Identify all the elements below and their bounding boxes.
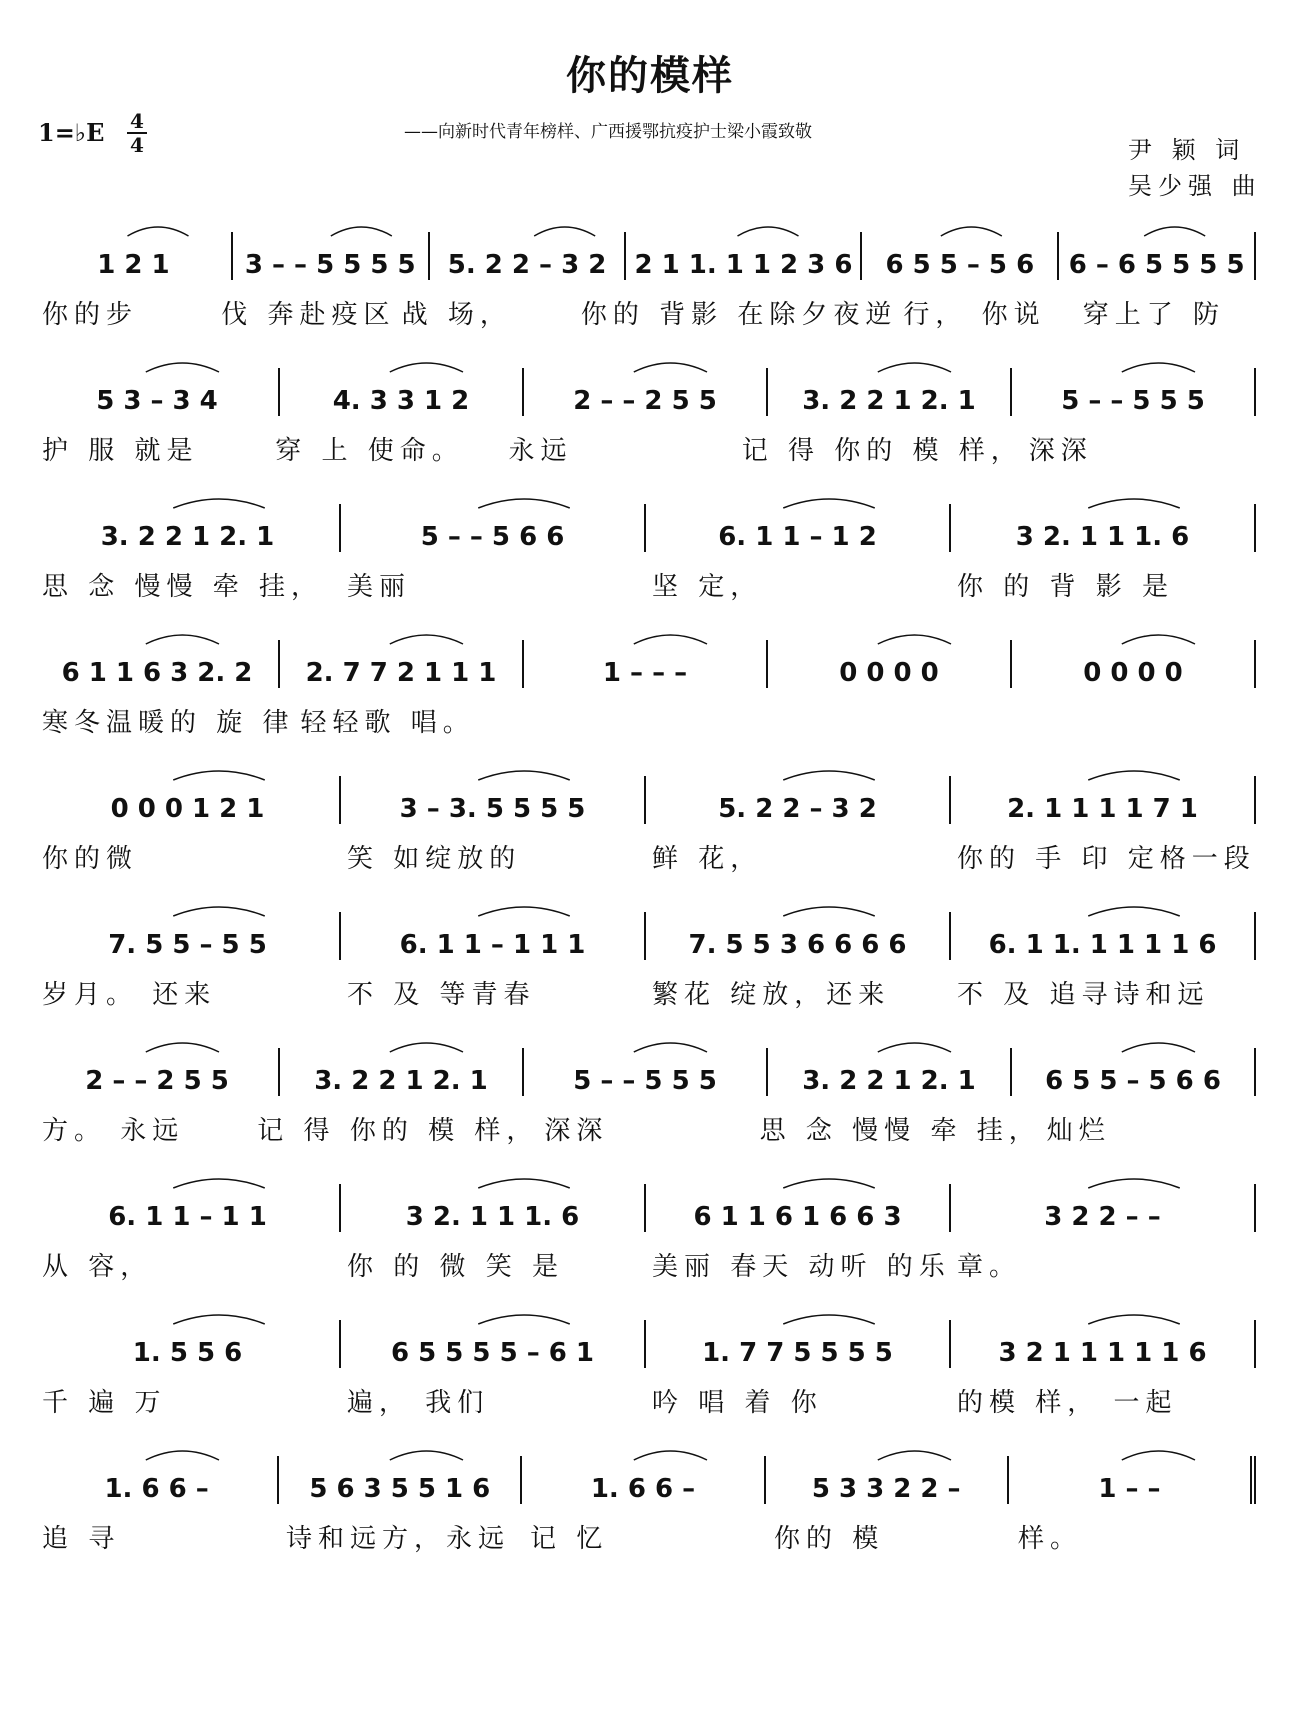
measure — [862, 232, 1059, 280]
lyric-segment: 思 念 慢慢 牵 挂， — [42, 572, 324, 602]
measure-notes: 4. 3 3 1 2 — [332, 386, 470, 416]
measure — [951, 504, 1256, 552]
measure-notes: 5 6 3 5 5 1 6 — [309, 1474, 491, 1504]
lyric-segment: 永远 — [508, 436, 573, 466]
measure — [341, 504, 646, 552]
measure — [36, 1456, 279, 1504]
time-signature — [126, 110, 148, 156]
measure-notes: 6 1 1 6 1 6 6 3 — [693, 1202, 902, 1232]
note-row — [36, 912, 1256, 960]
measure — [36, 232, 233, 280]
measure-notes: 3. 2 2 1 2. 1 — [314, 1066, 488, 1096]
lyric-segment: 思 念 慢慢 牵 挂， — [759, 1116, 1041, 1146]
score-system — [0, 902, 1300, 1052]
measure — [341, 776, 646, 824]
measure-notes: 1. 7 7 5 5 5 5 — [702, 1338, 893, 1368]
measure — [280, 640, 524, 688]
lyric-row — [36, 974, 1256, 1011]
measure-notes: 5. 2 2 – 3 2 — [447, 250, 607, 280]
lyric-segment: 方。 永远 — [42, 1116, 185, 1146]
measure — [36, 1184, 341, 1232]
measure-notes: 5 – – 5 6 6 — [420, 522, 565, 552]
measure — [524, 1048, 768, 1096]
lyric-row — [36, 294, 1256, 331]
lyric-row — [36, 702, 1256, 739]
measure-notes: 1 – – — [1098, 1474, 1161, 1504]
lyric-segment: 繁花 绽放，还来 — [652, 980, 891, 1010]
measure — [280, 1048, 524, 1096]
lyric-row — [36, 1382, 1256, 1419]
lyric-segment: 穿上了 防 — [1082, 300, 1225, 330]
measure-notes: 3 2 2 – – — [1044, 1202, 1161, 1232]
lyric-segment: 你的 模 — [774, 1524, 885, 1554]
note-row — [36, 776, 1256, 824]
lyric-segment: 你的微 — [42, 844, 139, 874]
measure — [233, 232, 430, 280]
measure-notes: 1. 5 5 6 — [132, 1338, 243, 1368]
measure-notes: 1 – – – — [602, 658, 688, 688]
measure — [36, 640, 280, 688]
measure-notes: 2. 1 1 1 1 7 1 — [1007, 794, 1198, 824]
measure — [766, 1456, 1009, 1504]
measure-notes: 1. 6 6 – — [104, 1474, 209, 1504]
note-row — [36, 232, 1256, 280]
measure — [768, 640, 1012, 688]
meter-bottom: 4 — [130, 133, 144, 157]
measure — [280, 368, 524, 416]
score-system — [0, 1310, 1300, 1460]
measure-notes: 5 – – 5 5 5 — [1061, 386, 1205, 416]
measure-notes: 6. 1 1 – 1 1 — [108, 1202, 267, 1232]
lyric-segment: 笑 如绽放的 — [347, 844, 522, 874]
lyric-segment: 你 的 微 笑 是 — [347, 1252, 565, 1282]
measure-notes: 5. 2 2 – 3 2 — [718, 794, 877, 824]
lyricist-credit: 尹 颖 词 — [1128, 136, 1246, 164]
lyric-segment: 从 容， — [42, 1252, 153, 1282]
measure-notes: 7. 5 5 – 5 5 — [108, 930, 267, 960]
lyric-segment: 灿烂 — [1046, 1116, 1111, 1146]
lyric-segment: 坚 定， — [652, 572, 763, 602]
lyric-segment: 你的 背影 在除夕夜逆 — [580, 300, 898, 330]
measure — [36, 912, 341, 960]
measure-notes: 1 2 1 — [97, 250, 170, 280]
composer-credit: 吴少强 曲 — [1128, 172, 1262, 200]
score-system — [0, 494, 1300, 644]
measure — [1059, 232, 1256, 280]
measure — [279, 1456, 522, 1504]
measure-notes: 3 2. 1 1 1. 6 — [1015, 522, 1190, 552]
score-system — [0, 1446, 1300, 1596]
measure-notes: 6. 1 1. 1 1 1 1 6 — [988, 930, 1217, 960]
lyric-segment: 美丽 — [347, 572, 412, 602]
measure-notes: 3 – – 5 5 5 5 — [244, 250, 416, 280]
measure — [1012, 1048, 1256, 1096]
measure-notes: 6 – 6 5 5 5 5 — [1068, 250, 1245, 280]
lyric-row — [36, 838, 1256, 875]
lyric-row — [36, 566, 1256, 603]
meter-top: 4 — [130, 109, 144, 133]
measure-notes: 5 – – 5 5 5 — [573, 1066, 717, 1096]
measure-notes: 6 5 5 5 5 – 6 1 — [391, 1338, 594, 1368]
measure — [524, 640, 768, 688]
measure-notes: 1. 6 6 – — [590, 1474, 696, 1504]
measure — [341, 1320, 646, 1368]
note-row — [36, 1320, 1256, 1368]
measure — [36, 1048, 280, 1096]
measure — [341, 1184, 646, 1232]
measure — [646, 1320, 951, 1368]
measure — [646, 504, 951, 552]
measure — [1012, 640, 1256, 688]
measure — [36, 776, 341, 824]
lyric-row — [36, 1246, 1256, 1283]
measure-notes: 7. 5 5 3 6 6 6 6 — [688, 930, 907, 960]
lyric-segment: 不 及 追寻诗和远 — [957, 980, 1210, 1010]
lyric-segment: 轻轻歌 唱。 — [300, 708, 475, 738]
measure — [951, 776, 1256, 824]
measure-notes: 2 – – 2 5 5 — [85, 1066, 229, 1096]
measure — [522, 1456, 765, 1504]
lyric-segment: 岁月。 还来 — [42, 980, 217, 1010]
lyric-segment: 护 服 就是 — [42, 436, 199, 466]
lyric-segment: 的模 样， 一起 — [957, 1388, 1178, 1418]
measure-notes: 5 3 3 2 2 – — [811, 1474, 961, 1504]
lyric-segment: 穿 上 使命。 — [275, 436, 464, 466]
lyric-row — [36, 430, 1256, 467]
measure-notes: 6 1 1 6 3 2. 2 — [61, 658, 253, 688]
lyric-segment: 诗和远方，永远 — [286, 1524, 511, 1554]
key-signature: 1=♭E — [38, 118, 105, 147]
song-title: 你的模样 — [566, 53, 734, 99]
lyric-segment — [535, 702, 775, 739]
measure — [1009, 1456, 1256, 1504]
measure — [430, 232, 627, 280]
lyric-segment: 美丽 春天 动听 的乐 — [652, 1252, 951, 1282]
score-system — [0, 222, 1300, 372]
measure-notes: 2 – – 2 5 5 — [573, 386, 717, 416]
measure — [768, 1048, 1012, 1096]
measure-notes: 0 0 0 0 — [1083, 658, 1183, 688]
lyric-segment: 你的 手 印 定格一段 — [957, 844, 1256, 874]
lyric-segment: 深深 — [1028, 436, 1093, 466]
lyric-segment: 遍， 我们 — [347, 1388, 490, 1418]
measure — [36, 1320, 341, 1368]
lyric-segment: 记 忆 — [530, 1524, 609, 1554]
note-row — [36, 1184, 1256, 1232]
note-row — [36, 1048, 1256, 1096]
lyric-segment: 记 得 你的 模 样， — [741, 436, 1023, 466]
measure-notes: 6. 1 1 – 1 1 1 — [399, 930, 586, 960]
measure — [341, 912, 646, 960]
lyric-segment: 不 及 等青春 — [347, 980, 536, 1010]
note-row — [36, 504, 1256, 552]
measure-notes: 5 3 – 3 4 — [96, 386, 218, 416]
score-system — [0, 358, 1300, 508]
measure — [646, 912, 951, 960]
measure — [768, 368, 1012, 416]
measure — [646, 776, 951, 824]
score-system — [0, 766, 1300, 916]
lyric-segment: 追 寻 — [42, 1524, 121, 1554]
measure-notes: 3 2 1 1 1 1 1 6 — [998, 1338, 1207, 1368]
measure — [36, 368, 280, 416]
lyric-segment — [1016, 702, 1256, 739]
lyric-segment: 你的步 — [42, 300, 139, 330]
measure-notes: 3. 2 2 1 2. 1 — [802, 386, 976, 416]
measure — [626, 232, 862, 280]
lyric-segment: 记 得 你的 模 样， — [257, 1116, 539, 1146]
lyric-segment — [775, 702, 1015, 739]
lyric-segment: 章。 — [957, 1252, 1022, 1282]
measure-notes: 2. 7 7 2 1 1 1 — [305, 658, 497, 688]
measure-notes: 0 0 0 1 2 1 — [110, 794, 265, 824]
measure — [524, 368, 768, 416]
measure — [36, 504, 341, 552]
measure — [646, 1184, 951, 1232]
measure-notes: 0 0 0 0 — [839, 658, 939, 688]
lyric-segment: 深深 — [544, 1116, 609, 1146]
song-subtitle: ——向新时代青年榜样、广西援鄂抗疫护士梁小霞致敬 — [404, 122, 812, 142]
lyric-segment: 寒冬温暖的 旋 律 — [42, 708, 295, 738]
measure-notes: 6. 1 1 – 1 2 — [718, 522, 877, 552]
measure-notes: 2 1 1. 1 1 2 3 6 — [634, 250, 853, 280]
note-row — [36, 368, 1256, 416]
measure — [951, 1184, 1256, 1232]
measure-notes: 3 2. 1 1 1. 6 — [405, 1202, 580, 1232]
measure — [951, 912, 1256, 960]
lyric-segment: 行， 你说 — [903, 300, 1046, 330]
score-system — [0, 1038, 1300, 1188]
lyric-segment: 千 遍 万 — [42, 1388, 167, 1418]
measure-notes: 3 – 3. 5 5 5 5 — [399, 794, 586, 824]
lyric-segment: 战 场， — [401, 300, 512, 330]
measure-notes: 6 5 5 – 5 6 — [885, 250, 1035, 280]
note-row — [36, 1456, 1256, 1504]
lyric-segment: 你 的 背 影 是 — [957, 572, 1175, 602]
score-system — [0, 630, 1300, 780]
lyric-row — [36, 1518, 1256, 1555]
score-system — [0, 1174, 1300, 1324]
lyric-row — [36, 1110, 1256, 1147]
lyric-segment: 鲜 花， — [652, 844, 763, 874]
lyric-segment: 样。 — [1018, 1524, 1083, 1554]
note-row — [36, 640, 1256, 688]
lyric-segment: 伐 奔赴疫区 — [221, 300, 396, 330]
measure-notes: 3. 2 2 1 2. 1 — [802, 1066, 976, 1096]
measure-notes: 3. 2 2 1 2. 1 — [100, 522, 275, 552]
measure-notes: 6 5 5 – 5 6 6 — [1045, 1066, 1221, 1096]
measure — [951, 1320, 1256, 1368]
measure — [1012, 368, 1256, 416]
lyric-segment: 吟 唱 着 你 — [652, 1388, 823, 1418]
